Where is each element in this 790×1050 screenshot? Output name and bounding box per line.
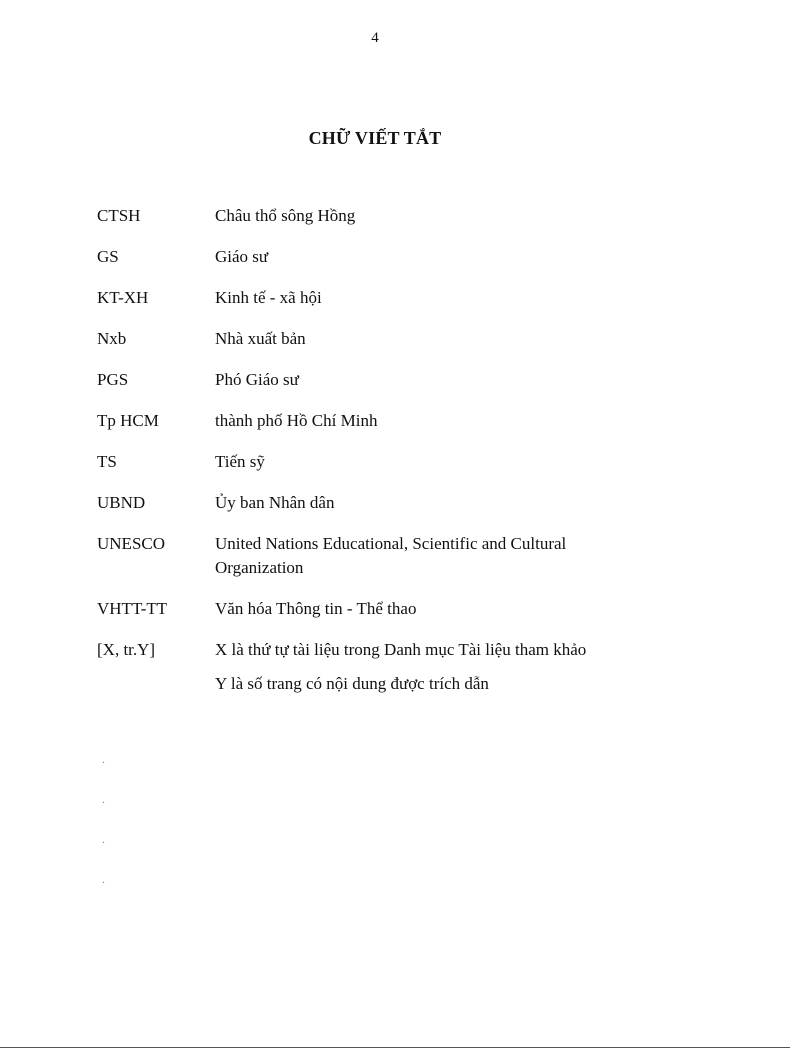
stray-mark: .: [102, 832, 105, 846]
abbreviation-definition: thành phố Hồ Chí Minh: [215, 411, 378, 430]
abbreviation-term: GS: [97, 247, 119, 266]
abbreviation-list: [97, 204, 657, 696]
abbreviation-term: PGS: [97, 370, 129, 389]
stray-mark: .: [102, 752, 105, 766]
abbreviation-definition: Nhà xuất bản: [215, 329, 306, 348]
abbreviation-row: [97, 327, 657, 351]
indent-spacer: [97, 672, 215, 696]
abbreviation-definition: Văn hóa Thông tin - Thể thao: [215, 599, 417, 618]
abbreviation-definition: United Nations Educational, Scientific and Cultural Organization: [215, 534, 567, 577]
citation-note-continuation: [97, 672, 657, 696]
abbreviation-term: TS: [97, 452, 117, 471]
abbreviation-definition: Phó Giáo sư: [215, 370, 299, 389]
stray-mark: .: [102, 792, 105, 806]
abbreviation-term: UBND: [97, 493, 146, 512]
abbreviation-term: CTSH: [97, 206, 141, 225]
abbreviation-row: [97, 245, 657, 269]
page-title: CHỮ VIẾT TẮT: [308, 128, 442, 148]
abbreviation-term: Tp HCM: [97, 411, 159, 430]
page-number: 4: [371, 30, 379, 46]
stray-mark: .: [102, 872, 105, 886]
abbreviation-definition: Kinh tế - xã hội: [215, 288, 322, 307]
abbreviation-term: Nxb: [97, 329, 127, 348]
abbreviation-definition: X là thứ tự tài liệu trong Danh mục Tài liệu tham khảo: [215, 640, 587, 659]
abbreviation-row: [97, 491, 657, 515]
abbreviation-row: [97, 597, 657, 621]
abbreviation-term: UNESCO: [97, 534, 166, 553]
abbreviation-definition: Tiến sỹ: [215, 452, 265, 471]
abbreviation-row: [97, 532, 657, 580]
abbreviation-term: KT-XH: [97, 288, 149, 307]
abbreviation-row: [97, 409, 657, 433]
abbreviation-row: [97, 204, 657, 228]
abbreviation-term: [X, tr.Y]: [97, 640, 156, 659]
abbreviation-definition: Ủy ban Nhân dân: [215, 493, 335, 512]
abbreviation-term: VHTT-TT: [97, 599, 168, 618]
abbreviation-row: [97, 638, 657, 662]
abbreviation-definition: Y là số trang có nội dung được trích dẫn: [215, 674, 489, 693]
abbreviation-row: [97, 286, 657, 310]
abbreviation-definition: Châu thổ sông Hồng: [215, 206, 356, 225]
page-bottom-rule: [0, 1047, 790, 1048]
abbreviation-row: [97, 450, 657, 474]
abbreviation-row: [97, 368, 657, 392]
abbreviation-definition: Giáo sư: [215, 247, 269, 266]
